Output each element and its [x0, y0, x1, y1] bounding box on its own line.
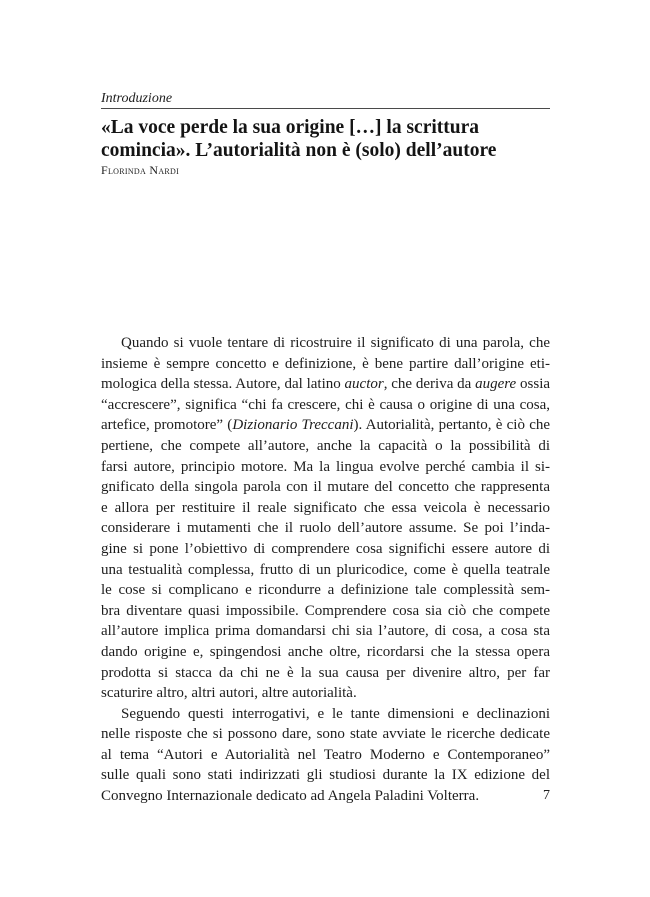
- text-line: scaturire altro, altri autori, altre autorialità.: [101, 685, 357, 702]
- page-number: 7: [543, 788, 550, 803]
- text-line: al tema “Autori e Autorialità nel Teatro Moderno e Contemporaneo”: [101, 746, 550, 763]
- body-text: [101, 333, 550, 807]
- text-line: all’autore implica prima domandarsi chi sia l’autore, di cosa, a cosa sta: [101, 623, 550, 640]
- text-line: e allora per restituire il reale significato che essa veicola è necessario: [101, 499, 550, 516]
- text-line: [101, 374, 550, 395]
- paragraph-1: [101, 333, 550, 704]
- running-head: Introduzione: [101, 91, 550, 109]
- text-line: le cose si complicano e ricondurre a definizione tale complessità sem-: [101, 582, 550, 599]
- text-line: una testualità complessa, frutto di un pluricodice, come è quella teatrale: [101, 561, 550, 578]
- chapter-title: [101, 116, 556, 162]
- chapter-title-line: comincia». L’autorialità non è (solo) dell’autore: [101, 140, 497, 161]
- text-line: bra diventare quasi impossibile. Comprendere cosa sia ciò che compete: [101, 602, 550, 619]
- text-line: gnificato della singola parola con il mutare del concetto che rappresenta: [101, 479, 550, 496]
- text-run: artefice, promotore” (: [101, 417, 233, 434]
- text-line: nelle risposte che si possono dare, sono state avviate le ricerche dedicate: [101, 726, 550, 743]
- italic-citation-treccani: Dizionario Treccani: [232, 417, 354, 434]
- text-run: , che deriva da: [383, 376, 476, 393]
- text-run: ). Autorialità, pertanto, è ciò che: [353, 417, 551, 434]
- text-line: prodotta si stacca da chi ne è la sua causa per divenire altro, per far: [101, 664, 550, 681]
- text-line: dando origine e, spingendosi anche oltre, ricordarsi che la stessa opera: [101, 643, 550, 660]
- text-line: considerare i mutamenti che il ruolo dell’autore assume. Se poi l’inda-: [101, 520, 550, 537]
- text-line: gine si pone l’obiettivo di comprendere cosa significhi essere autore di: [101, 540, 550, 557]
- text-line: “accrescere”, significa “chi fa crescere, chi è causa o origine di una cosa,: [101, 396, 550, 413]
- text-run: ossia: [516, 376, 551, 393]
- italic-term-auctor: auctor: [344, 376, 384, 393]
- paragraph-2: [101, 704, 550, 807]
- text-run: mologica della stessa. Autore, dal latino: [101, 376, 345, 393]
- text-line: [101, 415, 550, 436]
- text-line: sulle quali sono stati indirizzati gli studiosi durante la IX edizione del: [101, 767, 550, 784]
- text-line: Convegno Internazionale dedicato ad Angela Paladini Volterra.: [101, 788, 480, 805]
- text-line: Quando si vuole tentare di ricostruire il significato di una parola, che: [121, 335, 550, 351]
- chapter-title-line: «La voce perde la sua origine […] la scrittura: [101, 117, 480, 138]
- author-name: Florinda Nardi: [101, 163, 180, 177]
- text-line: insieme è sempre concetto e definizione, è bene partire dall’origine eti-: [101, 355, 550, 372]
- text-line: Seguendo questi interrogativi, e le tante dimensioni e declinazioni: [121, 705, 550, 722]
- text-line: pertiene, che compete all’autore, anche la capacità o la possibilità di: [101, 437, 550, 454]
- text-line: farsi autore, principio motore. Ma la lingua evolve perché cambia il si-: [101, 458, 550, 475]
- italic-term-augere: augere: [475, 376, 517, 393]
